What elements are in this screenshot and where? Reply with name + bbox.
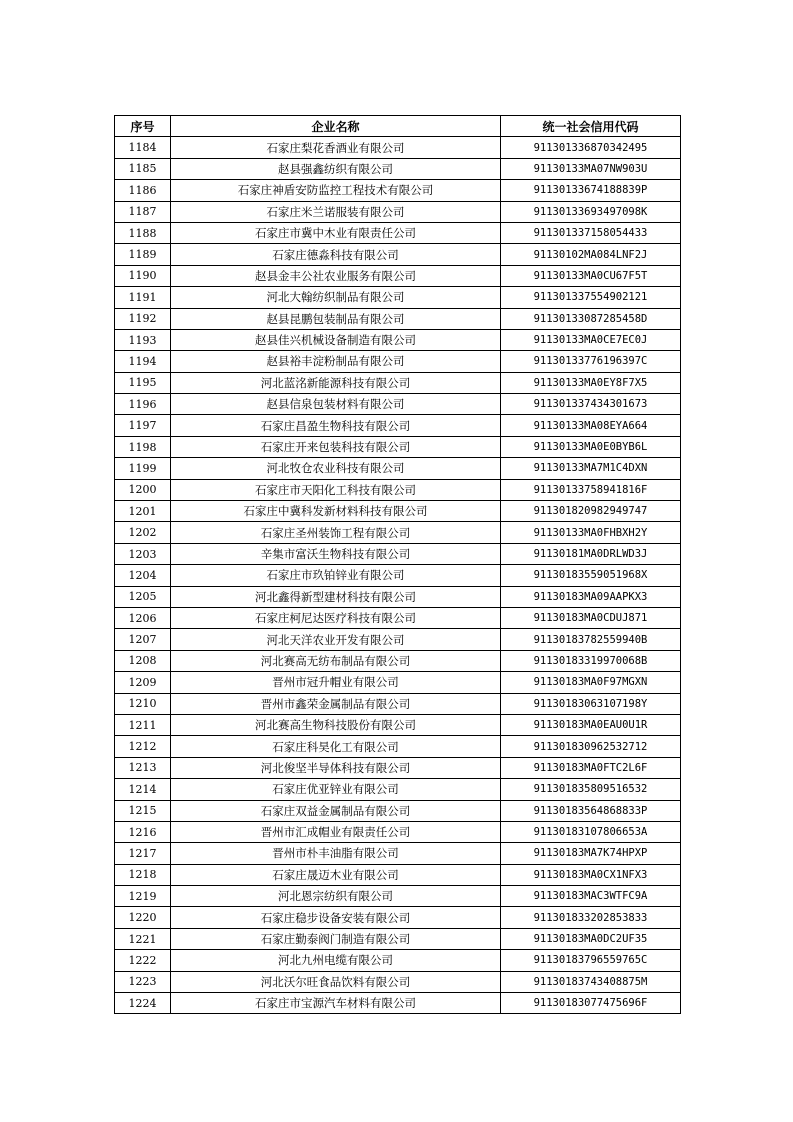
company-name-cell: 赵县裕丰淀粉制品有限公司: [171, 351, 501, 372]
credit-code-cell: 91130183MA7K74HPXP: [501, 843, 681, 864]
table-row: [115, 950, 681, 971]
table-row: [115, 821, 681, 842]
table-row: [115, 757, 681, 778]
company-name-cell: 石家庄勤泰阀门制造有限公司: [171, 928, 501, 949]
serial-number-cell: 1209: [115, 672, 171, 693]
credit-code-cell: 91130183MA0DC2UF35: [501, 928, 681, 949]
credit-code-cell: 911301337434301673: [501, 394, 681, 415]
credit-code-cell: 91130133087285458D: [501, 308, 681, 329]
header-credit-code: 统一社会信用代码: [501, 116, 681, 137]
serial-number-cell: 1220: [115, 907, 171, 928]
credit-code-cell: 911301337554902121: [501, 287, 681, 308]
company-name-cell: 石家庄开来包装科技有限公司: [171, 436, 501, 457]
serial-number-cell: 1207: [115, 629, 171, 650]
table-row: [115, 351, 681, 372]
table-row: [115, 693, 681, 714]
company-name-cell: 河北天洋农业开发有限公司: [171, 629, 501, 650]
company-name-cell: 石家庄晟迈木业有限公司: [171, 864, 501, 885]
serial-number-cell: 1188: [115, 222, 171, 243]
company-name-cell: 石家庄市天阳化工科技有限公司: [171, 479, 501, 500]
table-row: [115, 372, 681, 393]
credit-code-cell: 91130133MA0CU67F5T: [501, 265, 681, 286]
company-name-cell: 石家庄米兰诺服装有限公司: [171, 201, 501, 222]
company-name-cell: 赵县佳兴机械设备制造有限公司: [171, 329, 501, 350]
credit-code-cell: 911301337158054433: [501, 222, 681, 243]
company-table: [114, 115, 681, 1014]
company-name-cell: 晋州市冠升帽业有限公司: [171, 672, 501, 693]
table-row: [115, 244, 681, 265]
company-name-cell: 晋州市鑫荣金属制品有限公司: [171, 693, 501, 714]
table-row: [115, 843, 681, 864]
table-row: [115, 265, 681, 286]
table-row: [115, 158, 681, 179]
serial-number-cell: 1208: [115, 650, 171, 671]
credit-code-cell: 91130183796559765C: [501, 950, 681, 971]
company-name-cell: 河北九州电缆有限公司: [171, 950, 501, 971]
table-row: [115, 308, 681, 329]
table-row: [115, 864, 681, 885]
serial-number-cell: 1218: [115, 864, 171, 885]
serial-number-cell: 1186: [115, 180, 171, 201]
credit-code-cell: 911301336870342495: [501, 137, 681, 158]
serial-number-cell: 1185: [115, 158, 171, 179]
company-name-cell: 晋州市朴丰油脂有限公司: [171, 843, 501, 864]
company-name-cell: 石家庄稳步设备安装有限公司: [171, 907, 501, 928]
credit-code-cell: 91130133758941816F: [501, 479, 681, 500]
company-name-cell: 河北沃尔旺食品饮料有限公司: [171, 971, 501, 992]
credit-code-cell: 91130133776196397C: [501, 351, 681, 372]
credit-code-cell: 91130181MA0DRLWD3J: [501, 543, 681, 564]
credit-code-cell: 91130183319970068B: [501, 650, 681, 671]
serial-number-cell: 1203: [115, 543, 171, 564]
credit-code-cell: 91130133MA0CE7EC0J: [501, 329, 681, 350]
company-name-cell: 河北大翰纺织制品有限公司: [171, 287, 501, 308]
credit-code-cell: 91130133MA08EYA664: [501, 415, 681, 436]
serial-number-cell: 1210: [115, 693, 171, 714]
serial-number-cell: 1193: [115, 329, 171, 350]
serial-number-cell: 1187: [115, 201, 171, 222]
table-row: [115, 907, 681, 928]
company-name-cell: 辛集市富沃生物科技有限公司: [171, 543, 501, 564]
serial-number-cell: 1216: [115, 821, 171, 842]
company-name-cell: 河北赛高无纺布制品有限公司: [171, 650, 501, 671]
table-row: [115, 479, 681, 500]
company-name-cell: 赵县信泉包装材料有限公司: [171, 394, 501, 415]
company-name-cell: 石家庄昌盈生物科技有限公司: [171, 415, 501, 436]
serial-number-cell: 1202: [115, 522, 171, 543]
company-name-cell: 河北鑫得新型建材科技有限公司: [171, 586, 501, 607]
credit-code-cell: 91130133674188839P: [501, 180, 681, 201]
credit-code-cell: 91130183782559940B: [501, 629, 681, 650]
serial-number-cell: 1198: [115, 436, 171, 457]
table-header-row: [115, 116, 681, 137]
serial-number-cell: 1194: [115, 351, 171, 372]
credit-code-cell: 91130183MA0FTC2L6F: [501, 757, 681, 778]
table-row: [115, 800, 681, 821]
company-name-cell: 石家庄中冀科发新材料科技有限公司: [171, 501, 501, 522]
table-row: [115, 714, 681, 735]
company-name-cell: 石家庄双益金属制品有限公司: [171, 800, 501, 821]
serial-number-cell: 1184: [115, 137, 171, 158]
credit-code-cell: 911301835809516532: [501, 779, 681, 800]
serial-number-cell: 1217: [115, 843, 171, 864]
serial-number-cell: 1223: [115, 971, 171, 992]
company-name-cell: 晋州市汇成帽业有限责任公司: [171, 821, 501, 842]
table-row: [115, 586, 681, 607]
serial-number-cell: 1206: [115, 607, 171, 628]
company-name-cell: 石家庄神盾安防监控工程技术有限公司: [171, 180, 501, 201]
table-row: [115, 522, 681, 543]
company-name-cell: 石家庄市冀中木业有限责任公司: [171, 222, 501, 243]
table-row: [115, 736, 681, 757]
table-row: [115, 543, 681, 564]
credit-code-cell: 91130133693497098K: [501, 201, 681, 222]
table-row: [115, 415, 681, 436]
table-row: [115, 501, 681, 522]
company-name-cell: 石家庄梨花香酒业有限公司: [171, 137, 501, 158]
credit-code-cell: 91130133MA0EY8F7X5: [501, 372, 681, 393]
table-row: [115, 180, 681, 201]
table-row: [115, 201, 681, 222]
credit-code-cell: 91130183564868833P: [501, 800, 681, 821]
serial-number-cell: 1196: [115, 394, 171, 415]
company-name-cell: 石家庄市玖铂锌业有限公司: [171, 565, 501, 586]
company-name-cell: 河北恩宗纺织有限公司: [171, 886, 501, 907]
credit-code-cell: 91130183MAC3WTFC9A: [501, 886, 681, 907]
company-name-cell: 石家庄德淼科技有限公司: [171, 244, 501, 265]
credit-code-cell: 91130183107806653A: [501, 821, 681, 842]
serial-number-cell: 1197: [115, 415, 171, 436]
serial-number-cell: 1211: [115, 714, 171, 735]
table-row: [115, 993, 681, 1014]
serial-number-cell: 1189: [115, 244, 171, 265]
credit-code-cell: 911301833202853833: [501, 907, 681, 928]
table-row: [115, 222, 681, 243]
company-name-cell: 赵县强鑫纺织有限公司: [171, 158, 501, 179]
company-name-cell: 石家庄市宝源汽车材料有限公司: [171, 993, 501, 1014]
table-row: [115, 779, 681, 800]
serial-number-cell: 1201: [115, 501, 171, 522]
serial-number-cell: 1224: [115, 993, 171, 1014]
table-row: [115, 394, 681, 415]
table-row: [115, 287, 681, 308]
table-row: [115, 137, 681, 158]
table-row: [115, 971, 681, 992]
credit-code-cell: 91130183MA0EAU0U1R: [501, 714, 681, 735]
company-name-cell: 河北俊坚半导体科技有限公司: [171, 757, 501, 778]
table-row: [115, 629, 681, 650]
credit-code-cell: 911301820982949747: [501, 501, 681, 522]
table-row: [115, 565, 681, 586]
serial-number-cell: 1192: [115, 308, 171, 329]
credit-code-cell: 91130102MA084LNF2J: [501, 244, 681, 265]
credit-code-cell: 91130183063107198Y: [501, 693, 681, 714]
company-name-cell: 河北牧仓农业科技有限公司: [171, 458, 501, 479]
serial-number-cell: 1214: [115, 779, 171, 800]
company-name-cell: 河北蓝洺新能源科技有限公司: [171, 372, 501, 393]
table-row: [115, 436, 681, 457]
credit-code-cell: 91130183MA0CDUJ871: [501, 607, 681, 628]
table-row: [115, 458, 681, 479]
credit-code-cell: 91130133MA7M1C4DXN: [501, 458, 681, 479]
serial-number-cell: 1190: [115, 265, 171, 286]
credit-code-cell: 91130183MA09AAPKX3: [501, 586, 681, 607]
credit-code-cell: 91130183743408875M: [501, 971, 681, 992]
credit-code-cell: 91130133MA0FHBXH2Y: [501, 522, 681, 543]
company-name-cell: 石家庄柯尼达医疗科技有限公司: [171, 607, 501, 628]
table-row: [115, 607, 681, 628]
serial-number-cell: 1191: [115, 287, 171, 308]
serial-number-cell: 1205: [115, 586, 171, 607]
credit-code-cell: 91130183559051968X: [501, 565, 681, 586]
serial-number-cell: 1221: [115, 928, 171, 949]
serial-number-cell: 1222: [115, 950, 171, 971]
credit-code-cell: 911301830962532712: [501, 736, 681, 757]
credit-code-cell: 91130183077475696F: [501, 993, 681, 1014]
serial-number-cell: 1204: [115, 565, 171, 586]
company-name-cell: 河北赛高生物科技股份有限公司: [171, 714, 501, 735]
serial-number-cell: 1215: [115, 800, 171, 821]
serial-number-cell: 1195: [115, 372, 171, 393]
credit-code-cell: 91130183MA0CX1NFX3: [501, 864, 681, 885]
company-name-cell: 赵县昆鹏包装制品有限公司: [171, 308, 501, 329]
header-serial-number: 序号: [115, 116, 171, 137]
serial-number-cell: 1213: [115, 757, 171, 778]
serial-number-cell: 1219: [115, 886, 171, 907]
credit-code-cell: 91130133MA0E0BYB6L: [501, 436, 681, 457]
table-row: [115, 650, 681, 671]
table-row: [115, 672, 681, 693]
serial-number-cell: 1212: [115, 736, 171, 757]
table-row: [115, 928, 681, 949]
company-name-cell: 石家庄科昊化工有限公司: [171, 736, 501, 757]
serial-number-cell: 1200: [115, 479, 171, 500]
table-row: [115, 329, 681, 350]
company-name-cell: 石家庄圣州装饰工程有限公司: [171, 522, 501, 543]
serial-number-cell: 1199: [115, 458, 171, 479]
credit-code-cell: 91130133MA07NW903U: [501, 158, 681, 179]
credit-code-cell: 91130183MA0F97MGXN: [501, 672, 681, 693]
table-row: [115, 886, 681, 907]
header-company-name: 企业名称: [171, 116, 501, 137]
company-name-cell: 石家庄优亚锌业有限公司: [171, 779, 501, 800]
company-name-cell: 赵县金丰公社农业服务有限公司: [171, 265, 501, 286]
table-body: [115, 137, 681, 1014]
